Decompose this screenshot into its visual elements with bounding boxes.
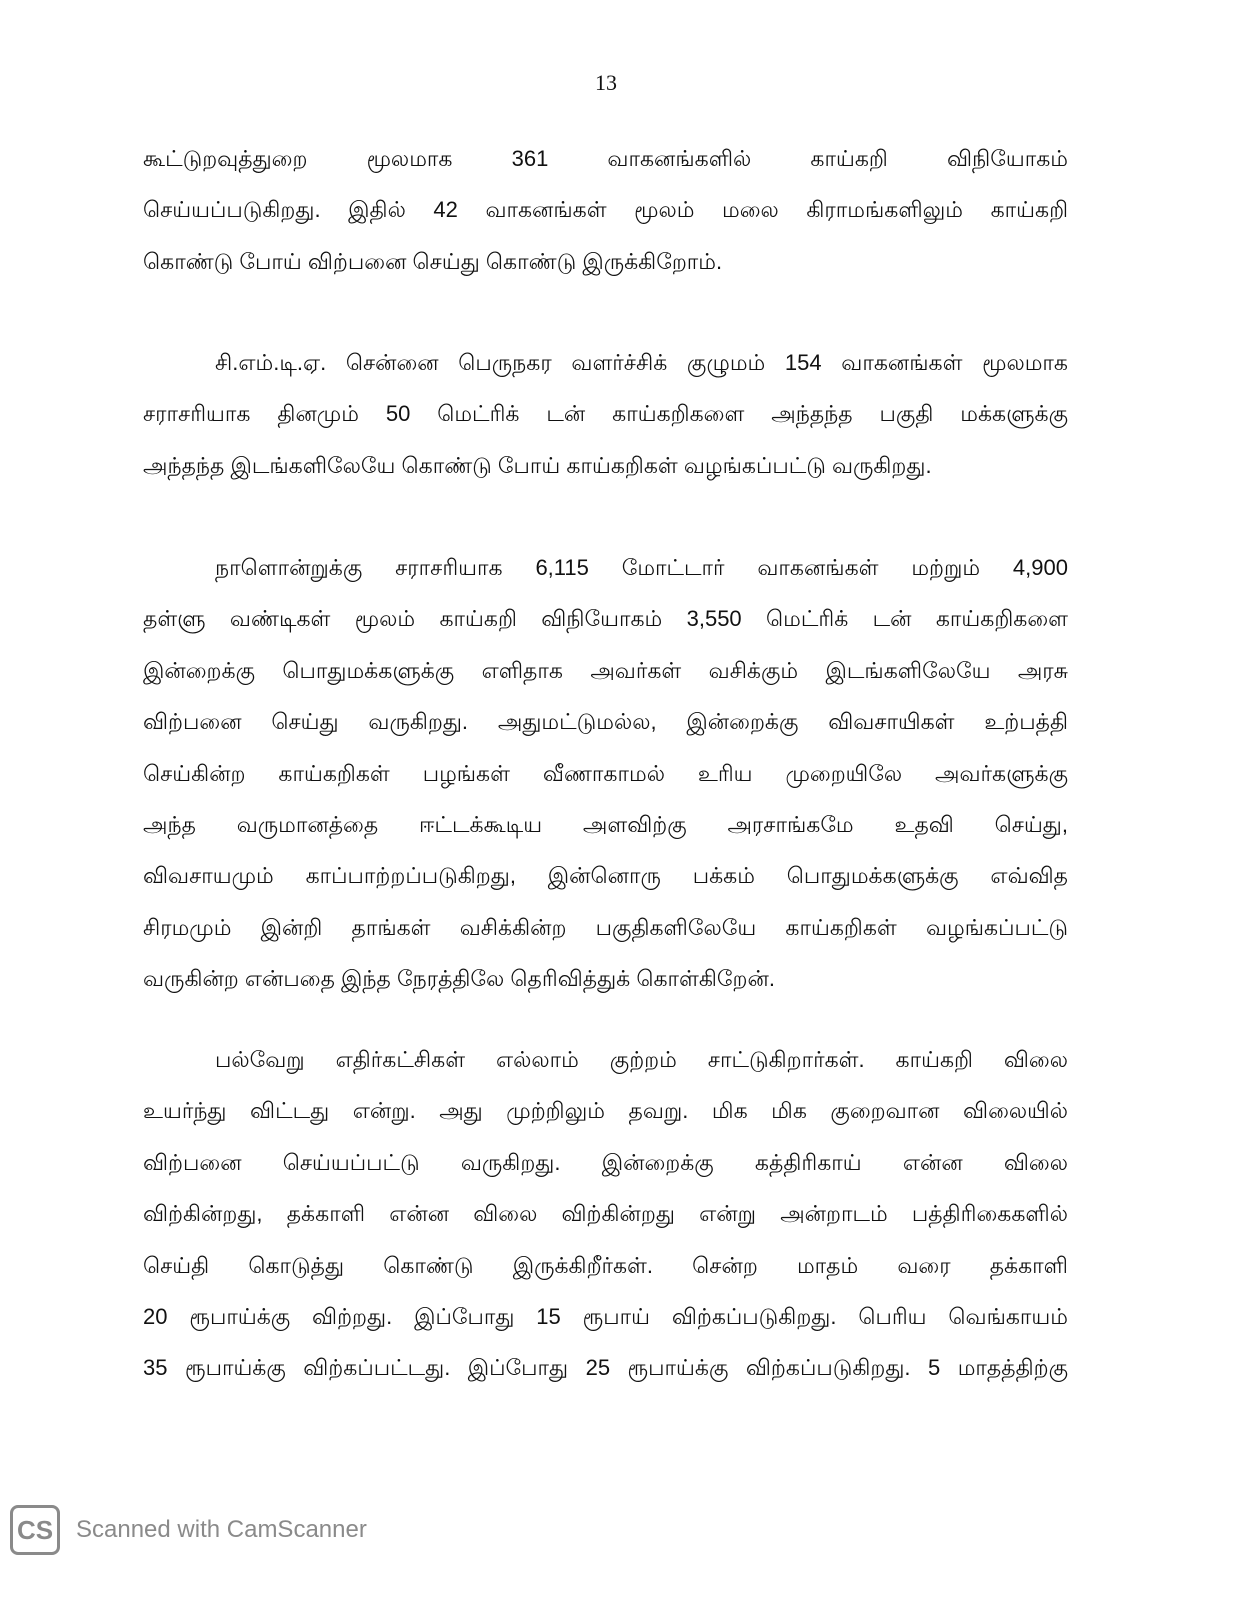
- text-line: அந்த வருமானத்தை ஈட்டக்கூடிய அளவிற்கு அரசாங்கமே உதவி செய்து,: [143, 811, 1068, 837]
- text-line: விற்பனை செய்து வருகிறது. அதுமட்டுமல்ல, இன்றைக்கு விவசாயிகள் உற்பத்தி: [143, 709, 1068, 735]
- text-line: தள்ளு வண்டிகள் மூலம் காய்கறி விநியோகம் 3,550 மெட்ரிக் டன் காய்கறிகளை: [143, 606, 1068, 632]
- camscanner-watermark: [10, 1505, 367, 1555]
- text-line: நாளொன்றுக்கு சராசரியாக 6,115 மோட்டார் வாகனங்கள் மற்றும் 4,900: [215, 555, 1068, 580]
- text-line: உயர்ந்து விட்டது என்று. அது முற்றிலும் தவறு. மிக மிக குறைவான விலையில்: [143, 1098, 1068, 1124]
- text-line: 20 ரூபாய்க்கு விற்றது. இப்போது 15 ரூபாய் விற்கப்படுகிறது. பெரிய வெங்காயம்: [143, 1303, 1068, 1329]
- text-line: கொண்டு போய் விற்பனை செய்து கொண்டு இருக்கிறோம்.: [143, 248, 723, 274]
- text-line: வருகின்ற என்பதை இந்த நேரத்திலே தெரிவித்துக் கொள்கிறேன்.: [143, 966, 775, 992]
- text-line: விற்பனை செய்யப்பட்டு வருகிறது. இன்றைக்கு கத்திரிகாய் என்ன விலை: [143, 1149, 1068, 1175]
- text-line: பல்வேறு எதிர்கட்சிகள் எல்லாம் குற்றம் சாட்டுகிறார்கள். காய்கறி விலை: [215, 1047, 1068, 1072]
- text-line: செய்யப்படுகிறது. இதில் 42 வாகனங்கள் மூலம் மலை கிராமங்களிலும் காய்கறி: [143, 197, 1068, 223]
- text-line: விற்கின்றது, தக்காளி என்ன விலை விற்கின்றது என்று அன்றாடம் பத்திரிகைகளில்: [143, 1201, 1068, 1227]
- text-line: விவசாயமும் காப்பாற்றப்படுகிறது, இன்னொரு பக்கம் பொதுமக்களுக்கு எவ்வித: [143, 863, 1068, 889]
- text-line: செய்தி கொடுத்து கொண்டு இருக்கிறீர்கள். சென்ற மாதம் வரை தக்காளி: [143, 1252, 1068, 1278]
- text-line: கூட்டுறவுத்துறை மூலமாக 361 வாகனங்களில் காய்கறி விநியோகம்: [143, 146, 1068, 171]
- page-number: 13: [595, 70, 617, 95]
- text-line: சராசரியாக தினமும் 50 மெட்ரிக் டன் காய்கறிகளை அந்தந்த பகுதி மக்களுக்கு: [143, 401, 1068, 427]
- paragraph-2: [143, 337, 1068, 491]
- text-line: சி.எம்.டி.ஏ. சென்னை பெருநகர வளர்ச்சிக் குழுமம் 154 வாகனங்கள் மூலமாக: [215, 350, 1068, 375]
- text-line: 35 ரூபாய்க்கு விற்கப்பட்டது. இப்போது 25 ரூபாய்க்கு விற்கப்படுகிறது. 5 மாதத்திற்கு: [143, 1355, 1068, 1381]
- text-line: இன்றைக்கு பொதுமக்களுக்கு எளிதாக அவர்கள் வசிக்கும் இடங்களிலேயே அரசு: [143, 657, 1068, 683]
- paragraph-4: [143, 1034, 1068, 1394]
- paragraph-3: [143, 542, 1068, 1005]
- paragraph-1: [143, 133, 1068, 287]
- text-line: அந்தந்த இடங்களிலேயே கொண்டு போய் காய்கறிகள் வழங்கப்பட்டு வருகிறது.: [143, 452, 932, 478]
- text-line: சிரமமும் இன்றி தாங்கள் வசிக்கின்ற பகுதிகளிலேயே காய்கறிகள் வழங்கப்பட்டு: [143, 914, 1068, 940]
- camscanner-logo-icon: CS: [10, 1505, 60, 1555]
- watermark-text: Scanned with CamScanner: [76, 1516, 367, 1543]
- text-line: செய்கின்ற காய்கறிகள் பழங்கள் வீணாகாமல் உரிய முறையிலே அவர்களுக்கு: [143, 760, 1068, 786]
